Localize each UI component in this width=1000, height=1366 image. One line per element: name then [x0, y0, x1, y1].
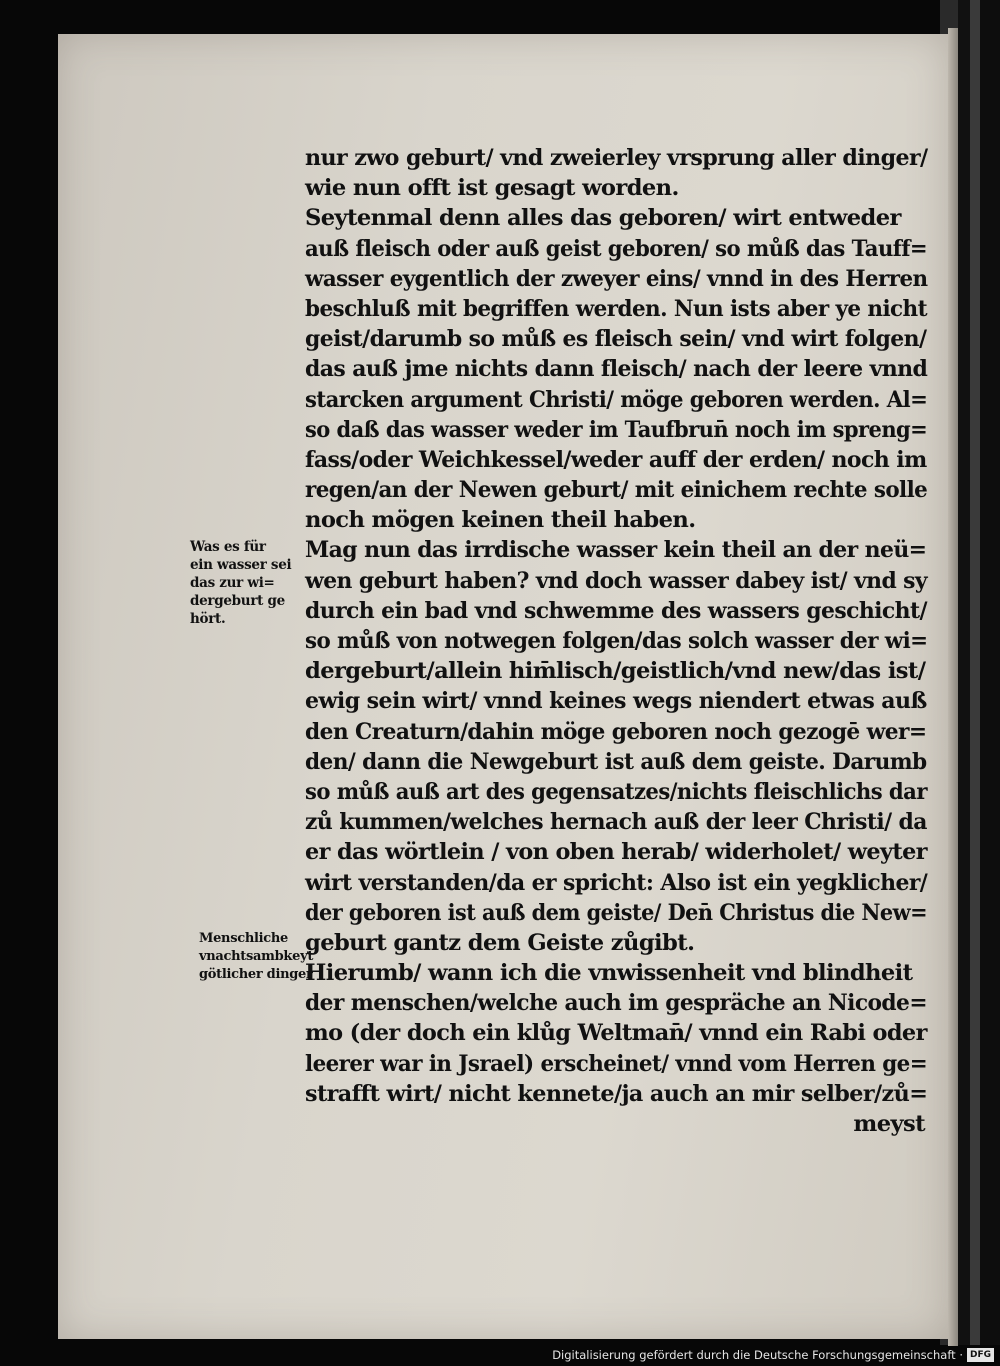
text-line: Hierumb/ wann ich die vnwissenheit vnd blindheit: [305, 960, 913, 987]
text-line: geist/darumb so můß es fleisch sein/ vnd wirt folgen/: [305, 326, 927, 353]
body-text: [305, 143, 927, 1139]
gutter-strip: [958, 0, 970, 1345]
text-line: zů kummen/welches hernach auß der leer Christi/ da: [305, 809, 927, 836]
text-line: so můß auß art des gegensatzes/nichts fleischlichs dar: [305, 778, 927, 805]
text-line: durch ein bad vnd schwemme des wassers geschicht/: [305, 597, 927, 624]
text-line: starcken argument Christi/ möge geboren werden. Al=: [305, 386, 928, 413]
margin-note-water: [190, 538, 291, 628]
text-line: der menschen/welche auch im gespräche an Nicode=: [305, 990, 927, 1017]
text-line: wasser eygentlich der zweyer eins/ vnnd in des Herren: [305, 265, 928, 292]
text-line: der geboren ist auß dem geiste/ Den̄ Christus die New=: [305, 899, 928, 926]
page-edge: [948, 28, 958, 1346]
text-line: strafft wirt/ nicht kennete/ja auch an mir selber/zů=: [305, 1080, 928, 1107]
footer-text: Digitalisierung gefördert durch die Deutsche Forschungsgemeinschaft ·: [552, 1348, 963, 1362]
text-line: er das wörtlein / von oben herab/ widerholet/ weyter: [305, 839, 927, 866]
text-line: den Creaturn/dahin möge geboren noch gezogē wer=: [305, 718, 927, 745]
margin-note-carelessness: [199, 930, 313, 984]
text-line: Seytenmal denn alles das geboren/ wirt entweder: [305, 205, 901, 232]
text-line: dergeburt/allein him̄lisch/geistlich/vnd new/das ist/: [305, 658, 926, 685]
text-line: leerer war in Jsrael) erscheinet/ vnnd vom Herren ge=: [305, 1050, 928, 1077]
margin-note-line: Was es für: [190, 539, 266, 555]
text-line: das auß jme nichts dann fleisch/ nach der leere vnnd: [305, 356, 928, 383]
text-line: wirt verstanden/da er spricht: Also ist ein yegklicher/: [305, 869, 928, 896]
dfg-logo-icon: DFG: [967, 1348, 994, 1362]
catchword: meyst: [853, 1111, 925, 1137]
text-line: noch mögen keinen theil haben.: [305, 507, 696, 534]
text-line: so můß von notwegen folgen/das solch wasser der wi=: [305, 628, 928, 654]
margin-note-line: dergeburt ge: [190, 593, 285, 609]
text-line: geburt gantz dem Geiste zůgibt.: [305, 929, 695, 956]
footer-credit: [552, 1346, 994, 1364]
text-line: Mag nun das irrdische wasser kein theil an der neü=: [305, 537, 927, 564]
gutter-strip: [970, 0, 980, 1345]
margin-note-line: vnachtsambkeyt: [199, 949, 314, 964]
margin-note-line: ein wasser sei: [190, 557, 292, 573]
text-line: mo (der doch ein klůg Weltman̄/ vnnd ein Rabi oder: [305, 1020, 927, 1047]
margin-note-line: Menschliche: [199, 931, 289, 946]
text-line: nur zwo geburt/ vnd zweierley vrsprung aller dinger/: [305, 145, 928, 171]
text-line: auß fleisch oder auß geist geboren/ so můß das Tauff=: [305, 235, 928, 262]
text-line: so daß das wasser weder im Taufbrun̄ noch im spreng=: [305, 416, 928, 443]
text-line: beschluß mit begriffen werden. Nun ists aber ye nicht: [305, 295, 927, 322]
gutter-strip: [980, 0, 1000, 1345]
margin-note-line: hört.: [190, 611, 226, 627]
margin-note-line: das zur wi=: [190, 575, 275, 591]
text-line: den/ dann die Newgeburt ist auß dem geiste. Darumb: [305, 748, 927, 775]
text-line: ewig sein wirt/ vnnd keines wegs niendert etwas auß: [305, 688, 927, 715]
text-line: fass/oder Weichkessel/weder auff der erden/ noch im: [305, 446, 927, 473]
text-line: wen geburt haben? vnd doch wasser dabey ist/ vnd sy: [305, 567, 928, 594]
margin-note-line: götlicher dinger: [199, 967, 313, 982]
text-line: wie nun offt ist gesagt worden.: [305, 175, 679, 202]
text-line: regen/an der Newen geburt/ mit einichem rechte solle: [305, 477, 928, 504]
